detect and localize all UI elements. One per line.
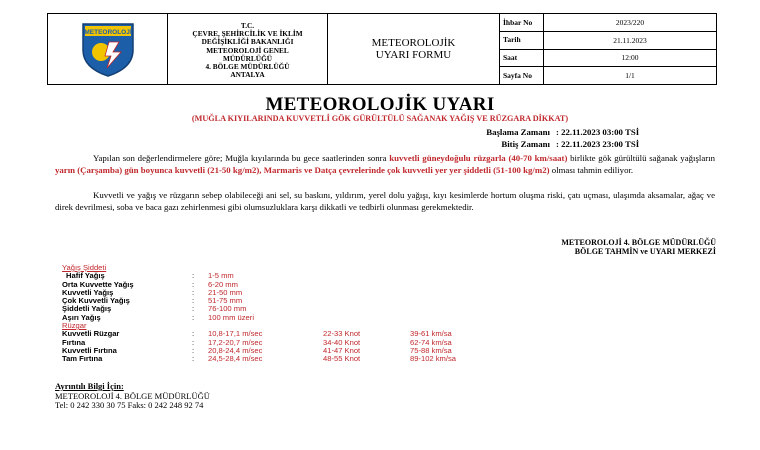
colon: : — [192, 287, 195, 297]
wind-ms: 10,8-17,1 m/sec — [208, 329, 263, 339]
start-time-label: Başlama Zamanı — [486, 127, 550, 137]
colon: : — [192, 337, 195, 347]
rain-value: 1-5 mm — [208, 271, 234, 281]
colon: : — [192, 304, 195, 314]
colon: : — [192, 271, 195, 281]
rain-intensity-table — [62, 264, 323, 322]
contact-footer — [55, 382, 210, 411]
warning-subtitle: (MUĞLA KIYILARINDA KUVVETLİ GÖK GÜRÜLTÜLÜ SAĞANAK YAĞIŞ VE RÜZGARA DİKKAT) — [191, 114, 569, 123]
end-time-value: : 22.11.2023 23:00 TSİ — [556, 139, 640, 149]
ministry-line: ANTALYA — [230, 70, 265, 80]
meta-value: 21.11.2023 — [613, 35, 647, 45]
meta-key: Saat — [500, 50, 544, 67]
wind-ms: 24,5-28,4 m/sec — [208, 354, 263, 364]
rain-label: Hafif Yağış — [66, 271, 105, 281]
footer-phone: Tel: 0 242 330 30 75 Faks: 0 242 248 92 74 — [55, 400, 204, 410]
wind-knot: 22-33 Knot — [323, 329, 361, 339]
wind-label: Fırtına — [62, 337, 86, 347]
end-time-label: Bitiş Zamanı — [501, 139, 550, 149]
rain-value: 76-100 mm — [208, 304, 247, 314]
rain-value: 21-50 mm — [208, 287, 243, 297]
rain-label: Kuvvetli Yağış — [62, 287, 114, 297]
footer-org: METEOROLOJİ 4. BÖLGE MÜDÜRLÜĞÜ — [55, 390, 210, 401]
ministry-line: DEĞİŞİKLİĞİ BAKANLIĞI — [201, 37, 294, 47]
rain-heading: Yağış Şiddeti — [62, 263, 107, 272]
form-title-line-2: UYARI FORMU — [375, 49, 452, 61]
form-title-line-1: METEOROLOJİK — [371, 37, 456, 49]
meta-key: Tarih — [500, 32, 544, 49]
colon: : — [192, 354, 195, 364]
p1-text-e: olması tahmin ediliyor. — [549, 164, 634, 175]
meta-cell — [500, 14, 716, 84]
rain-value: 51-75 mm — [208, 296, 243, 306]
header-table — [47, 13, 717, 85]
wind-knot: 34-40 Knot — [323, 337, 361, 347]
p1-highlight-wind: kuvvetli güneydoğulu rüzgarla (40-70 km/saat) — [389, 153, 568, 163]
ministry-line: METEOROLOJİ GENEL — [206, 45, 289, 55]
ministry-line: ÇEVRE, ŞEHİRCİLİK VE İKLİM — [192, 29, 303, 39]
ministry-line: T.C. — [240, 21, 255, 30]
p1-text-a: Yapılan son değerlendirmelere göre; Muğla kıyılarında bu gece saatlerinden sonra — [93, 153, 390, 163]
meta-value: 12:00 — [621, 53, 639, 63]
footer-heading: Ayrıntılı Bilgi İçin: — [55, 381, 124, 391]
meta-key: İhbar No — [500, 14, 544, 31]
colon: : — [192, 296, 195, 306]
validity-times — [440, 126, 639, 150]
rain-label: Şiddetli Yağış — [62, 304, 112, 314]
start-time-value: : 22.11.2023 03:00 TSİ — [556, 127, 640, 137]
page-title: METEOROLOJİK UYARI — [265, 94, 495, 115]
meta-row — [500, 67, 716, 84]
rain-label: Aşırı Yağış — [62, 312, 101, 322]
colon: : — [192, 312, 195, 322]
wind-kmh: 89-102 km/sa — [410, 354, 457, 364]
meta-value: 2023/220 — [615, 17, 645, 27]
colon: : — [192, 329, 195, 339]
meta-row — [500, 50, 716, 68]
rain-row — [62, 314, 323, 322]
meteorology-logo-icon — [79, 20, 137, 78]
wind-ms: 20,8-24,4 m/sec — [208, 345, 263, 355]
p1-highlight-rain: yarın (Çarşamba) gün boyunca kuvvetli (21-50 kg/m2), Marmaris ve Datça çevrelerinde çok kuvvetli yer yer şiddetli (51-100 kg/m2) — [55, 164, 550, 175]
issuing-center-line-2: BÖLGE TAHMİN ve UYARI MERKEZİ — [574, 247, 716, 256]
ministry-cell — [168, 14, 328, 84]
wind-kmh: 39-61 km/sa — [410, 329, 452, 339]
wind-label: Tam Fırtına — [62, 354, 103, 364]
rain-value: 6-20 mm — [208, 279, 238, 289]
meta-row — [500, 32, 716, 50]
wind-kmh: 62-74 km/sa — [410, 337, 452, 347]
precaution-paragraph: Kuvvetli ve yağış ve rüzgarın sebep olabileceği ani sel, su baskını, yıldırım, yerel dolu yağışı, kıyı kesimlerde hortum oluşma riski, çatı uçması, ulaşımda aksamalar, ağaç ve direk devrilmesi, soba ve baca gazı zehirlenmesi gibi olumsuzluklara karşı dikkatli ve tedbirli olunması gerekmektedir. — [55, 190, 715, 212]
wind-row — [62, 355, 510, 363]
form-title-cell — [328, 14, 500, 84]
issuing-center-line-1: METEOROLOJİ 4. BÖLGE MÜDÜRLÜĞÜ — [561, 238, 716, 247]
meta-key: Sayfa No — [500, 67, 544, 84]
meta-row — [500, 14, 716, 32]
ministry-line: 4. BÖLGE MÜDÜRLÜĞÜ — [205, 62, 290, 72]
wind-table — [62, 322, 510, 363]
wind-ms: 17,2-20,7 m/sec — [208, 337, 263, 347]
colon: : — [192, 345, 195, 355]
rain-label: Çok Kuvvetli Yağış — [62, 296, 130, 306]
rain-label: Orta Kuvvette Yağış — [62, 279, 134, 289]
wind-knot: 41-47 Knot — [323, 345, 361, 355]
wind-heading: Rüzgar — [62, 321, 87, 330]
wind-label: Kuvvetli Fırtına — [62, 345, 117, 355]
p1-text-c: birlikte gök gürültülü sağanak yağışların — [567, 153, 715, 163]
wind-label: Kuvvetli Rüzgar — [62, 329, 120, 339]
ministry-line: MÜDÜRLÜĞÜ — [222, 53, 273, 63]
wind-kmh: 75-88 km/sa — [410, 345, 452, 355]
wind-knot: 48-55 Knot — [323, 354, 361, 364]
logo-text: METEOROLOJİ — [83, 29, 132, 36]
forecast-paragraph — [55, 153, 715, 177]
issuing-center — [420, 238, 716, 256]
colon: : — [192, 279, 195, 289]
meta-value: 1/1 — [625, 71, 635, 81]
logo-cell — [48, 14, 168, 84]
rain-value: 100 mm üzeri — [208, 312, 255, 322]
